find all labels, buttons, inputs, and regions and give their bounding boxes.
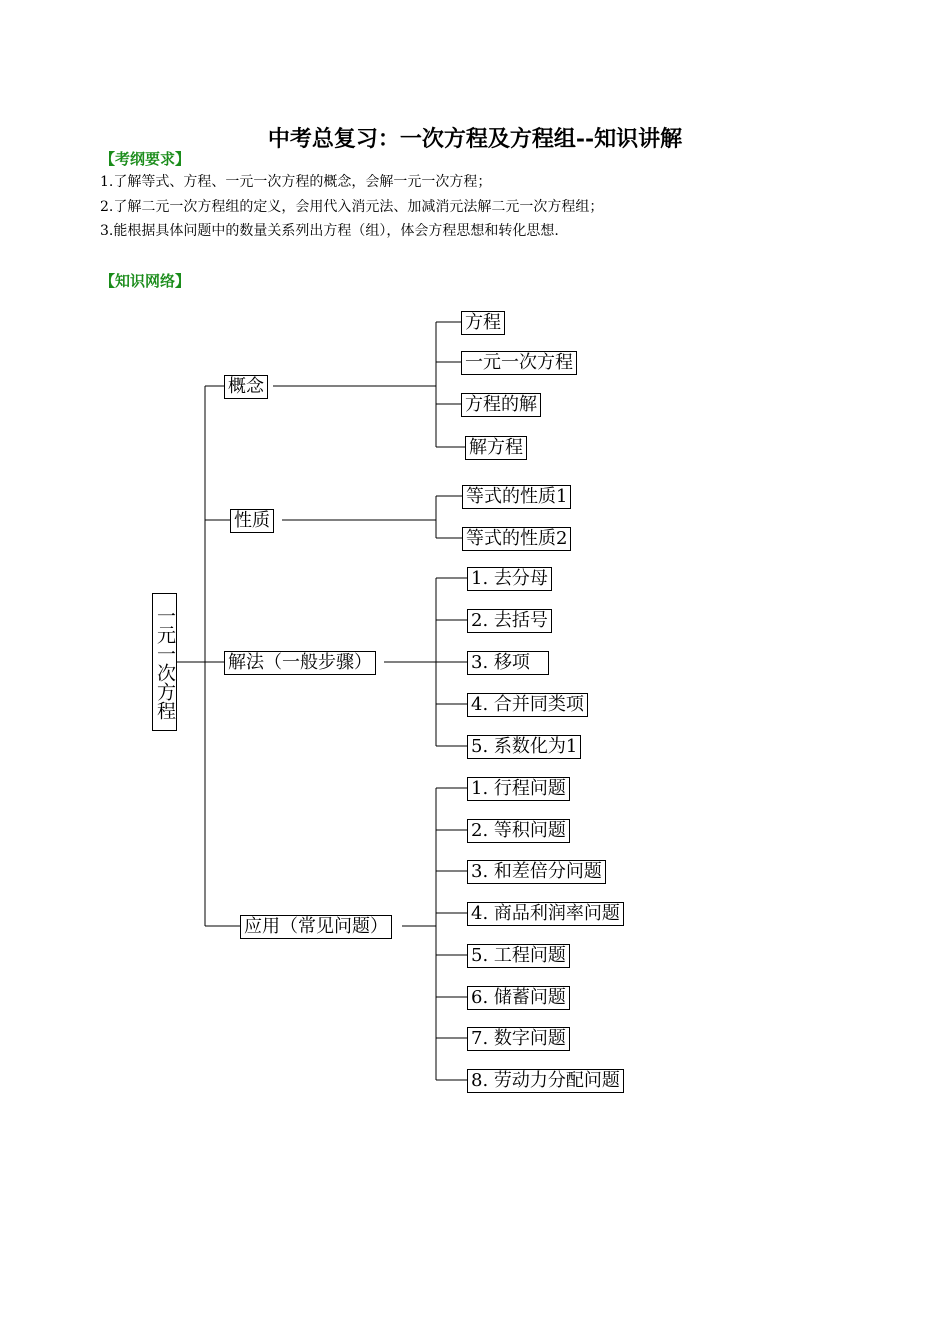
step-node: 4. 合并同类项 bbox=[467, 693, 588, 717]
step-node: 2. 去括号 bbox=[467, 609, 552, 633]
property-node: 等式的性质1 bbox=[462, 485, 571, 509]
category-application: 应用（常见问题） bbox=[240, 915, 392, 939]
application-node: 8. 劳动力分配问题 bbox=[467, 1069, 624, 1093]
concept-node: 解方程 bbox=[465, 436, 527, 460]
concept-node: 一元一次方程 bbox=[461, 351, 577, 375]
syllabus-heading: 【考纲要求】 bbox=[100, 150, 191, 168]
application-node: 6. 储蓄问题 bbox=[467, 986, 570, 1010]
application-node: 4. 商品利润率问题 bbox=[467, 902, 624, 926]
page-title: 中考总复习：一次方程及方程组--知识讲解 bbox=[267, 126, 683, 152]
root-node: 一元一次方程 bbox=[152, 593, 177, 731]
category-property: 性质 bbox=[230, 509, 274, 533]
requirement-1: 1.了解等式、方程、一元一次方程的概念，会解一元一次方程； bbox=[100, 174, 492, 190]
category-concept: 概念 bbox=[224, 375, 268, 399]
concept-node: 方程 bbox=[461, 311, 505, 335]
application-node: 3. 和差倍分问题 bbox=[467, 860, 606, 884]
application-node: 5. 工程问题 bbox=[467, 944, 570, 968]
step-node: 1. 去分母 bbox=[467, 567, 552, 591]
network-heading: 【知识网络】 bbox=[100, 272, 191, 290]
application-node: 2. 等积问题 bbox=[467, 819, 570, 843]
application-node: 1. 行程问题 bbox=[467, 777, 570, 801]
step-node: 3. 移项 bbox=[467, 651, 549, 675]
requirement-2: 2.了解二元一次方程组的定义，会用代入消元法、加减消元法解二元一次方程组； bbox=[100, 199, 604, 215]
concept-node: 方程的解 bbox=[461, 393, 541, 417]
application-node: 7. 数字问题 bbox=[467, 1027, 570, 1051]
step-node: 5. 系数化为1 bbox=[467, 735, 581, 759]
category-solution: 解法（一般步骤） bbox=[224, 651, 376, 675]
requirement-3: 3.能根据具体问题中的数量关系列出方程（组），体会方程思想和转化思想. bbox=[100, 223, 559, 239]
property-node: 等式的性质2 bbox=[462, 527, 571, 551]
